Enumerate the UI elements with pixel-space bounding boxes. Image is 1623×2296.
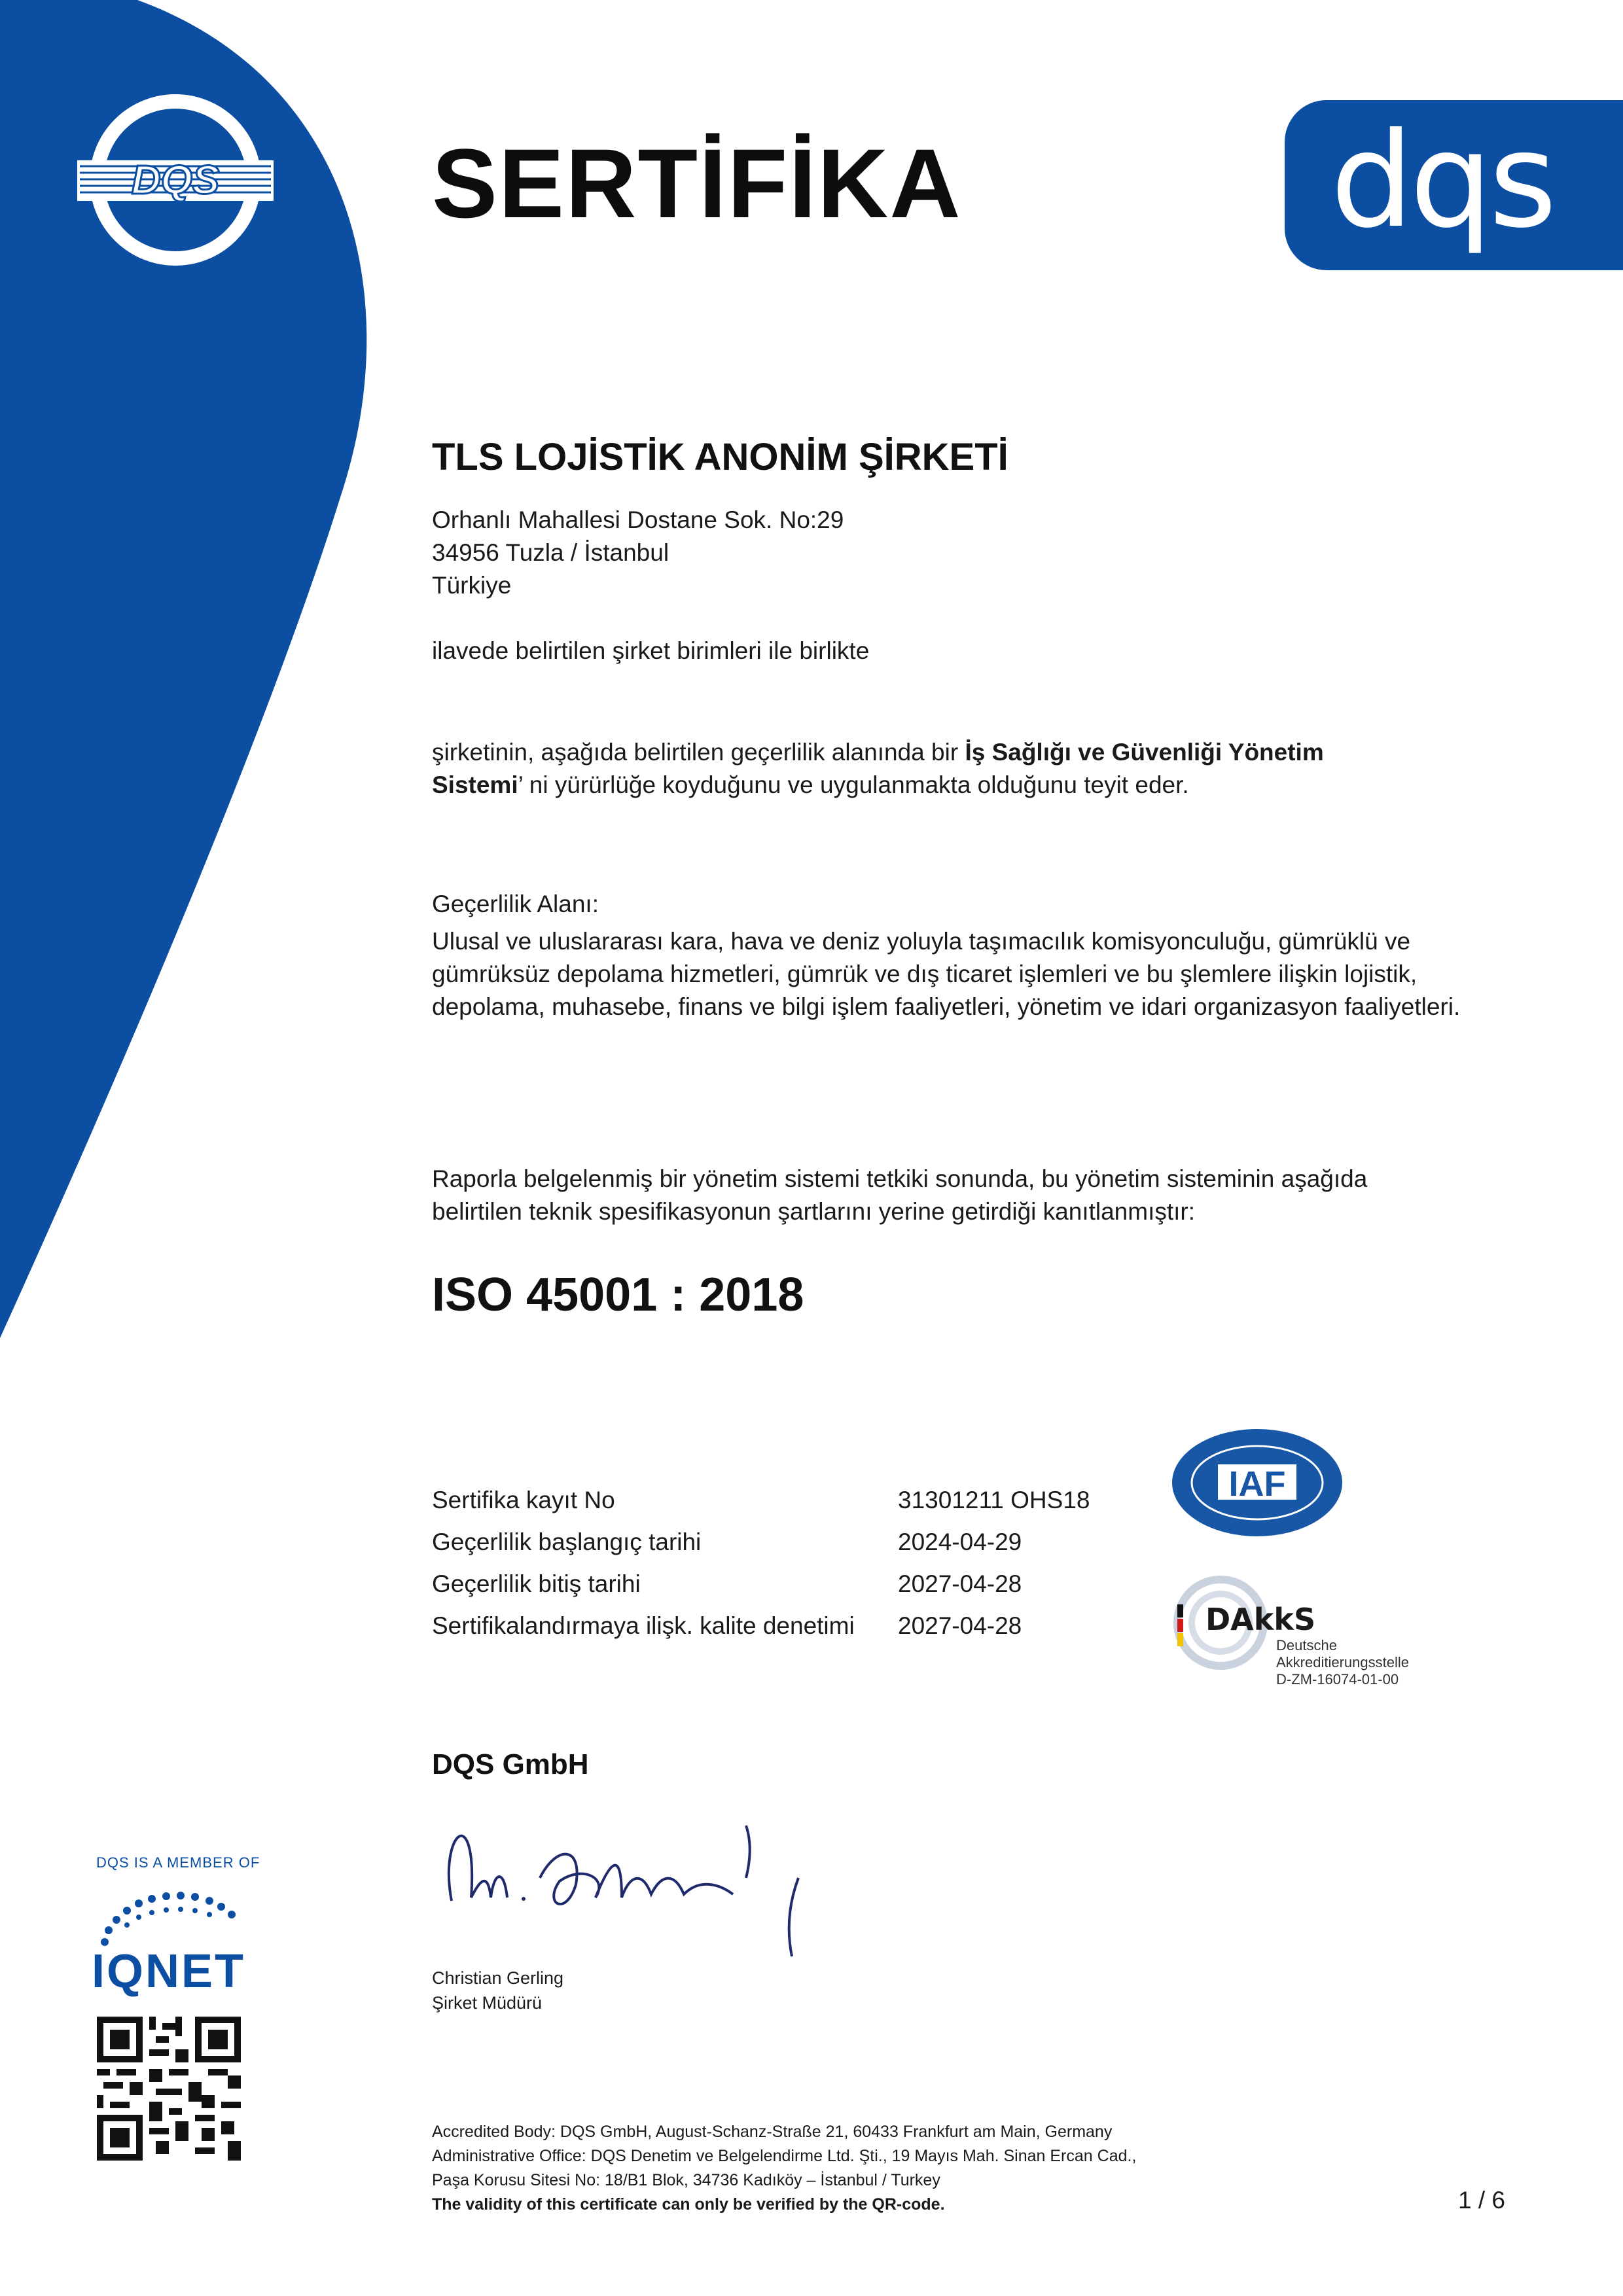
units-note: ilavede belirtilen şirket birimleri ile birlikte xyxy=(432,637,870,664)
cert-info-value: 2027-04-28 xyxy=(898,1570,1022,1597)
audit-line: Raporla belgelenmiş bir yönetim sistemi tetkiki sonunda, bu yönetim sisteminin aşağıda xyxy=(432,1165,1368,1192)
scope-label: Geçerlilik Alanı: xyxy=(432,891,599,917)
scope-text xyxy=(432,925,1460,1023)
footer-line: Administrative Office: DQS Denetim ve Belgelendirme Ltd. Şti., 19 Mayıs Mah. Sinan Ercan Cad., xyxy=(432,2147,1137,2165)
management-system-name: İş Sağlığı ve Güvenliği Yönetim xyxy=(965,739,1324,766)
iaf-logo xyxy=(1169,1426,1346,1539)
cert-info-value: 31301211 OHS18 xyxy=(898,1487,1090,1513)
statement-text: şirketinin, aşağıda belirtilen geçerlilik alanında bir xyxy=(432,739,965,766)
statement-text: ’ ni yürürlüğe koyduğunu ve uygulanmakta olduğunu teyit eder. xyxy=(518,771,1189,798)
footer-line: Paşa Korusu Sitesi No: 18/B1 Blok, 34736 Kadıköy – İstanbul / Turkey xyxy=(432,2171,940,2189)
dakks-subtext xyxy=(1276,1637,1409,1688)
dakks-line: D-ZM-16074-01-00 xyxy=(1276,1671,1399,1687)
cert-info-value: 2024-04-29 xyxy=(898,1528,1022,1555)
cert-info-label: Sertifika kayıt No xyxy=(432,1487,615,1513)
page-title: SERTİFİKA xyxy=(432,128,962,238)
issuer-name: DQS GmbH xyxy=(432,1748,589,1780)
scope-line: depolama, muhasebe, finans ve bilgi işlem faaliyetleri, yönetim ve idari organizasyon faaliyetleri. xyxy=(432,993,1461,1020)
iqnet-name: IQNET xyxy=(92,1945,246,1998)
scope-line: Ulusal ve uluslararası kara, hava ve deniz yoluyla taşımacılık komisyonculuğu, gümrüklü ve xyxy=(432,928,1411,955)
cert-info-value: 2027-04-28 xyxy=(898,1612,1022,1639)
dakks-line: Akkreditierungsstelle xyxy=(1276,1654,1409,1670)
audit-line: belirtilen teknik spesifikasyonun şartlarını yerine getirdiği kanıtlanmıştır: xyxy=(432,1198,1196,1225)
footer-line: Accredited Body: DQS GmbH, August-Schanz-Straße 21, 60433 Frankfurt am Main, Germany xyxy=(432,2123,1113,2141)
company-address xyxy=(432,504,844,602)
dakks-name: DAkkS xyxy=(1205,1602,1316,1637)
signature-image xyxy=(425,1806,818,1963)
address-line: Türkiye xyxy=(432,572,512,599)
dakks-line: Deutsche xyxy=(1276,1637,1337,1653)
standard-name: ISO 45001 : 2018 xyxy=(432,1269,804,1321)
qr-code[interactable] xyxy=(97,2017,241,2161)
page-number: 1 / 6 xyxy=(1458,2187,1505,2214)
dqs-brand-logo xyxy=(1285,100,1623,270)
iaf-text: IAF xyxy=(1228,1464,1286,1504)
signatory-name: Christian Gerling xyxy=(432,1968,564,1988)
company-name: TLS LOJİSTİK ANONİM ŞİRKETİ xyxy=(432,436,1008,478)
validity-note: The validity of this certificate can only be verified by the QR-code. xyxy=(432,2195,945,2214)
cert-info-label: Sertifikalandırmaya ilişk. kalite denetimi xyxy=(432,1612,855,1639)
audit-statement xyxy=(432,1163,1367,1228)
signatory-title: Şirket Müdürü xyxy=(432,1993,543,2013)
address-line: Orhanlı Mahallesi Dostane Sok. No:29 xyxy=(432,506,844,533)
dqs-seal-logo xyxy=(77,92,274,268)
iqnet-dots-icon xyxy=(92,1887,255,1946)
iqnet-member-text: DQS IS A MEMBER OF xyxy=(96,1854,260,1871)
scope-line: gümrüksüz depolama hizmetleri, gümrük ve dış ticaret işlemleri ve bu şlemlere ilişkin lojistik, xyxy=(432,961,1418,987)
address-line: 34956 Tuzla / İstanbul xyxy=(432,539,669,566)
footer xyxy=(432,2120,1136,2217)
brand-logo-text: dqs xyxy=(1330,105,1554,257)
cert-info-label: Geçerlilik bitiş tarihi xyxy=(432,1570,641,1597)
cert-info-label: Geçerlilik başlangıç tarihi xyxy=(432,1528,702,1555)
signatory xyxy=(432,1966,563,2015)
management-system-name-cont: Sistemi xyxy=(432,771,518,798)
certification-statement xyxy=(432,736,1324,802)
seal-text: DQS xyxy=(131,158,220,203)
